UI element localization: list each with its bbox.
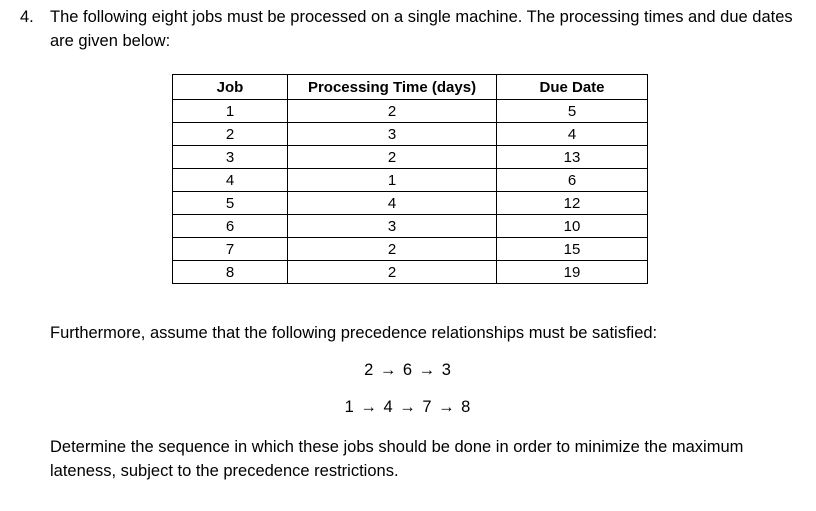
cell-due-date: 4 <box>497 123 648 146</box>
cell-job: 3 <box>173 146 288 169</box>
cell-job: 5 <box>173 192 288 215</box>
cell-due-date: 19 <box>497 261 648 284</box>
table-row <box>173 169 648 192</box>
task-statement: Determine the sequence in which these jobs should be done in order to minimize the maximum lateness, subject to the precedence restrictions. <box>50 438 744 480</box>
cell-due-date: 5 <box>497 100 648 123</box>
header-processing-time: Processing Time (days) <box>288 75 497 100</box>
jobs-table <box>172 74 648 284</box>
table-row <box>173 192 648 215</box>
cell-processing-time: 2 <box>288 100 497 123</box>
cell-processing-time: 4 <box>288 192 497 215</box>
cell-job: 1 <box>173 100 288 123</box>
cell-processing-time: 2 <box>288 146 497 169</box>
table-row <box>173 238 648 261</box>
cell-job: 7 <box>173 238 288 261</box>
question-number: 4. <box>20 8 34 26</box>
precedence-chain-1: 2 → 6 → 3 <box>364 361 452 379</box>
question-intro: The following eight jobs must be processed on a single machine. The processing times and due dates are given below: <box>50 8 793 50</box>
cell-job: 6 <box>173 215 288 238</box>
cell-job: 4 <box>173 169 288 192</box>
cell-processing-time: 1 <box>288 169 497 192</box>
table-row <box>173 261 648 284</box>
cell-due-date: 15 <box>497 238 648 261</box>
precedence-intro: Furthermore, assume that the following precedence relationships must be satisfied: <box>50 324 658 342</box>
cell-job: 2 <box>173 123 288 146</box>
cell-due-date: 10 <box>497 215 648 238</box>
table-header-row <box>173 75 648 100</box>
header-job: Job <box>173 75 288 100</box>
cell-due-date: 13 <box>497 146 648 169</box>
cell-due-date: 12 <box>497 192 648 215</box>
table-row <box>173 215 648 238</box>
cell-processing-time: 2 <box>288 238 497 261</box>
table-row <box>173 123 648 146</box>
cell-processing-time: 2 <box>288 261 497 284</box>
table-row <box>173 100 648 123</box>
precedence-chain-2: 1 → 4 → 7 → 8 <box>344 398 472 416</box>
cell-processing-time: 3 <box>288 123 497 146</box>
header-due-date: Due Date <box>497 75 648 100</box>
cell-due-date: 6 <box>497 169 648 192</box>
cell-job: 8 <box>173 261 288 284</box>
cell-processing-time: 3 <box>288 215 497 238</box>
table-row <box>173 146 648 169</box>
